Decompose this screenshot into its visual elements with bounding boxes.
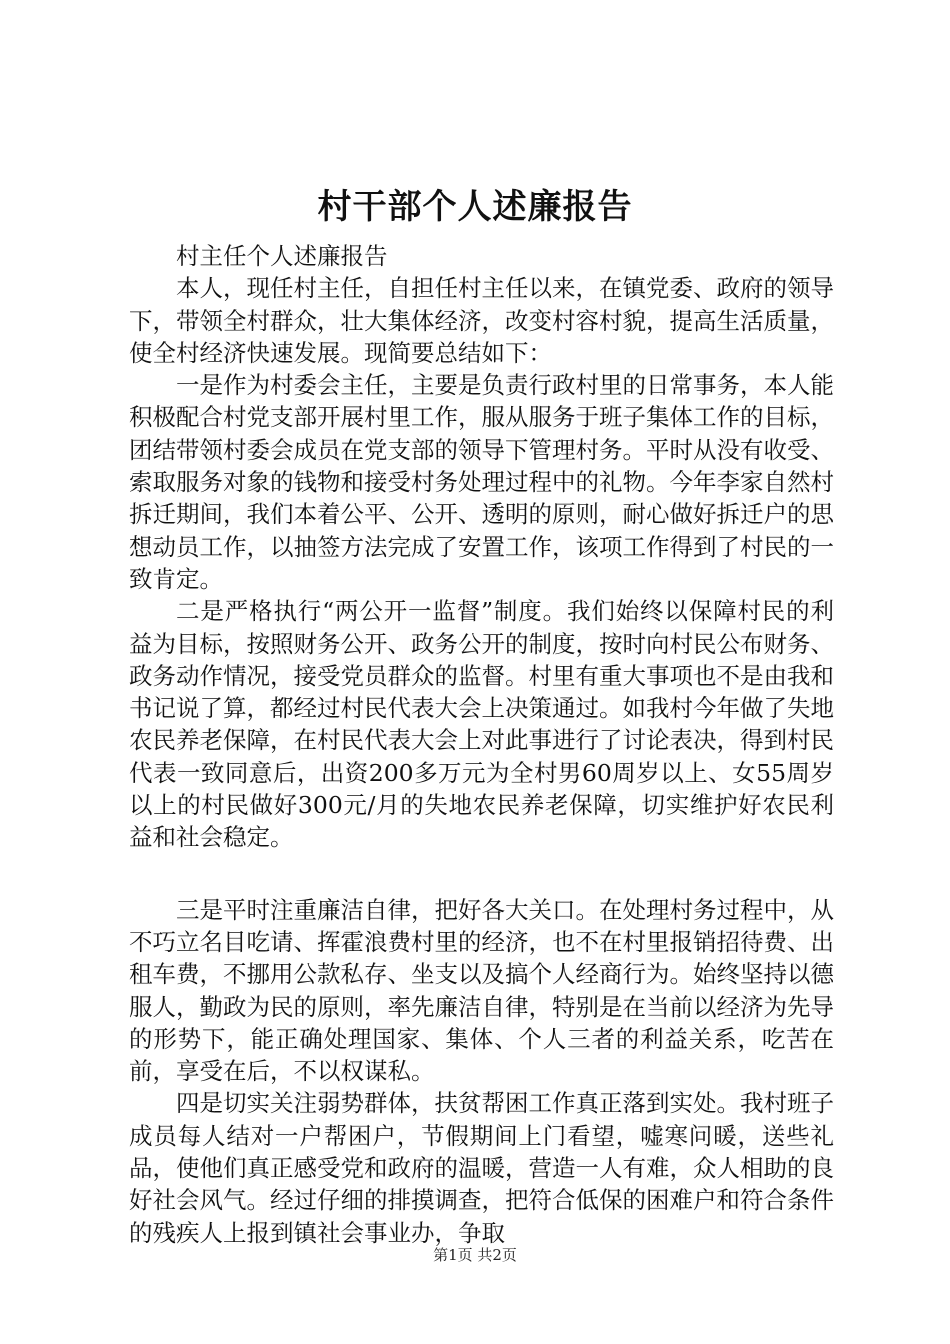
intro-paragraph: 本人，现任村主任，自担任村主任以来，在镇党委、政府的领导下，带领全村群众，壮大集体经济，改变村容村貌，提高生活质量，使全村经济快速发展。现简要总结如下：: [129, 274, 834, 367]
section-one-paragraph: 一是作为村委会主任，主要是负责行政村里的日常事务，本人能积极配合村党支部开展村里工作，服从服务于班子集体工作的目标，团结带领村委会成员在党支部的领导下管理村务。平时从没有收受、索取服务对象的钱物和接受村务处理过程中的礼物。今年李家自然村拆迁期间，我们本着公平、公开、透明的原则，耐心做好拆迁户的思想动员工作，以抽签方法完成了安置工作，该项工作得到了村民的一致肯定。: [129, 371, 834, 593]
paragraph-gap: [129, 854, 834, 894]
section-two-paragraph: 二是严格执行“两公开一监督”制度。我们始终以保障村民的利益为目标，按照财务公开、政务公开的制度，按时向村民公布财务、政务动作情况，接受党员群众的监督。村里有重大事项也不是由我和书记说了算，都经过村民代表大会上决策通过。如我村今年做了失地农民养老保障，在村民代表大会上对此事进行了讨论表决，得到村民代表一致同意后，出资200多万元为全村男60周岁以上、女55周岁以上的村民做好300元/月的失地农民养老保障，切实维护好农民利益和社会稳定。: [129, 597, 834, 852]
document-body: [129, 240, 834, 1249]
document-title: 村干部个人述廉报告: [317, 187, 633, 227]
subtitle-paragraph: 村主任个人述廉报告: [176, 242, 388, 270]
page-footer: 第1页 共2页: [433, 1246, 517, 1264]
section-three-paragraph: 三是平时注重廉洁自律，把好各大关口。在处理村务过程中，从不巧立名目吃请、挥霍浪费村里的经济，也不在村里报销招待费、出租车费，不挪用公款私存、坐支以及搞个人经商行为。始终坚持以德服人，勤政为民的原则，率先廉洁自律，特别是在当前以经济为先导的形势下，能正确处理国家、集体、个人三者的利益关系，吃苦在前，享受在后，不以权谋私。: [129, 895, 834, 1086]
section-four-paragraph: 四是切实关注弱势群体，扶贫帮困工作真正落到实处。我村班子成员每人结对一户帮困户，节假期间上门看望，嘘寒问暖，送些礼品，使他们真正感受党和政府的温暖，营造一人有难，众人相助的良好社会风气。经过仔细的排摸调查，把符合低保的困难户和符合条件的残疾人上报到镇社会事业办，争取: [129, 1089, 834, 1247]
